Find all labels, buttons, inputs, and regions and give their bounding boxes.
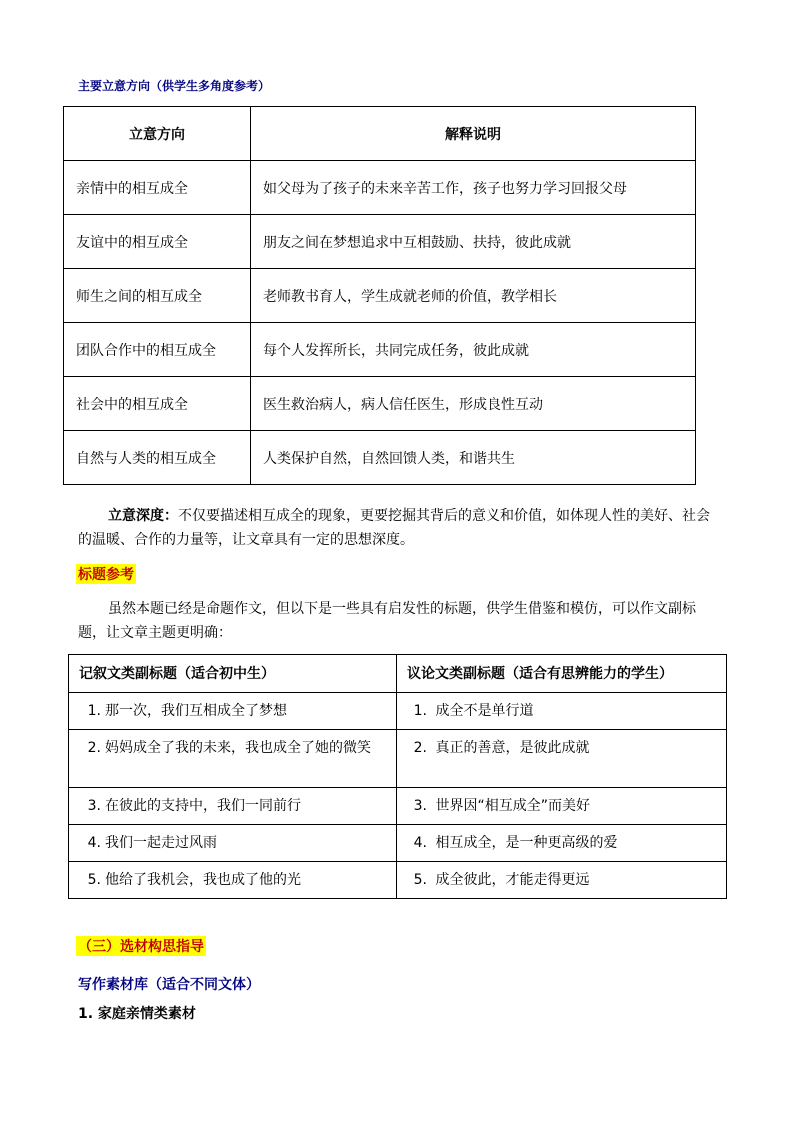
list-text: 他给了我机会，我也成了他的光 xyxy=(105,872,301,888)
material-item-1: 1. 家庭亲情类素材 xyxy=(78,1006,196,1022)
list-number: 5. xyxy=(87,872,101,888)
list-number: 3. xyxy=(413,798,427,814)
table-row xyxy=(69,825,727,862)
list-text: 成全不是单行道 xyxy=(435,703,534,719)
list-number: 4. xyxy=(87,835,101,851)
table-cell: 老师教书育人，学生成就老师的价值，教学相长 xyxy=(251,269,696,323)
list-text: 相互成全，是一种更高级的爱 xyxy=(435,835,618,851)
table-header-cell: 议论文类副标题（适合有思辨能力的学生） xyxy=(397,655,727,693)
table-row xyxy=(69,788,727,825)
table-cell: 师生之间的相互成全 xyxy=(64,269,251,323)
table-cell: 团队合作中的相互成全 xyxy=(64,323,251,377)
directions-table xyxy=(63,106,696,485)
table-row xyxy=(69,730,727,788)
list-number: 2. xyxy=(87,740,101,756)
table-header-cell: 解释说明 xyxy=(251,107,696,161)
table-cell: 友谊中的相互成全 xyxy=(64,215,251,269)
table-header-cell: 记叙文类副标题（适合初中生） xyxy=(69,655,397,693)
list-number: 2. xyxy=(413,740,427,756)
table-cell xyxy=(69,693,397,730)
table-row xyxy=(69,693,727,730)
list-text: 世界因“相互成全”而美好 xyxy=(435,798,590,814)
table-cell xyxy=(397,730,727,788)
list-text: 那一次，我们互相成全了梦想 xyxy=(105,703,287,719)
table-cell: 亲情中的相互成全 xyxy=(64,161,251,215)
table-cell xyxy=(69,862,397,899)
list-number: 1. xyxy=(87,703,101,719)
list-text: 在彼此的支持中，我们一同前行 xyxy=(105,798,301,814)
section-heading-material-guidance: （三）选材构思指导 xyxy=(76,936,206,956)
table-row xyxy=(64,161,696,215)
title-intro-text: 虽然本题已经是命题作文，但以下是一些具有启发性的标题，供学生借鉴和模仿，可以作文副标题，让文章主题更明确： xyxy=(78,601,696,641)
table-cell xyxy=(69,825,397,862)
table-cell xyxy=(397,862,727,899)
list-number: 4. xyxy=(413,835,427,851)
table-cell xyxy=(69,788,397,825)
table-cell: 社会中的相互成全 xyxy=(64,377,251,431)
table-header-cell: 立意方向 xyxy=(64,107,251,161)
table-cell: 自然与人类的相互成全 xyxy=(64,431,251,485)
table-row xyxy=(64,215,696,269)
table-row xyxy=(69,862,727,899)
list-number: 1. xyxy=(413,703,427,719)
table-row xyxy=(64,431,696,485)
table-cell: 人类保护自然，自然回馈人类，和谐共生 xyxy=(251,431,696,485)
depth-paragraph xyxy=(78,504,718,552)
table-cell: 每个人发挥所长，共同完成任务，彼此成就 xyxy=(251,323,696,377)
table-row xyxy=(64,269,696,323)
subtitle-table xyxy=(68,654,727,899)
depth-text: 不仅要描述相互成全的现象，更要挖掘其背后的意义和价值，如体现人性的美好、社会的温暖、合作的力量等，让文章具有一定的思想深度。 xyxy=(78,508,710,548)
table-cell: 如父母为了孩子的未来辛苦工作，孩子也努力学习回报父母 xyxy=(251,161,696,215)
table-cell: 朋友之间在梦想追求中互相鼓励、扶持，彼此成就 xyxy=(251,215,696,269)
table-cell xyxy=(397,825,727,862)
table-cell: 医生救治病人，病人信任医生，形成良性互动 xyxy=(251,377,696,431)
material-library-heading: 写作素材库（适合不同文体） xyxy=(78,977,260,993)
list-text: 真正的善意，是彼此成就 xyxy=(435,740,590,756)
list-number: 5. xyxy=(413,872,427,888)
depth-label: 立意深度： xyxy=(108,508,178,524)
table-header-row xyxy=(69,655,727,693)
section-heading-main-directions: 主要立意方向（供学生多角度参考） xyxy=(78,79,271,93)
list-text: 成全彼此，才能走得更远 xyxy=(435,872,590,888)
list-number: 3. xyxy=(87,798,101,814)
table-header-row xyxy=(64,107,696,161)
table-cell xyxy=(397,788,727,825)
list-text: 我们一起走过风雨 xyxy=(105,835,217,851)
table-cell xyxy=(397,693,727,730)
table-row xyxy=(64,323,696,377)
table-cell xyxy=(69,730,397,788)
section-heading-title-reference: 标题参考 xyxy=(76,564,136,584)
list-text: 妈妈成全了我的未来，我也成全了她的微笑 xyxy=(105,740,371,756)
table-row xyxy=(64,377,696,431)
title-intro-paragraph xyxy=(78,597,718,645)
